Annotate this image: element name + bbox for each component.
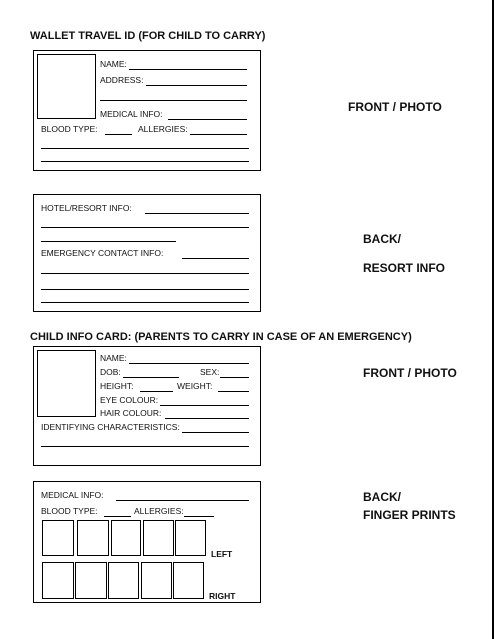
name-label: NAME: <box>100 353 127 363</box>
photo-box <box>37 350 96 417</box>
fingerprint-box-left-4[interactable] <box>143 520 174 556</box>
wallet-back-side-label-2: RESORT INFO <box>363 261 446 275</box>
allergies-label: ALLERGIES: <box>134 506 184 516</box>
child-back-side-label-1: BACK/ <box>363 490 401 504</box>
hair-colour-label: HAIR COLOUR: <box>100 408 162 418</box>
eye-colour-label: EYE COLOUR: <box>100 395 159 405</box>
dob-label: DOB: <box>100 367 121 377</box>
notes-line[interactable] <box>41 161 249 162</box>
child-back-side-label-2: FINGER PRINTS <box>363 508 456 522</box>
hotel-line-3[interactable] <box>41 241 176 242</box>
fingerprint-box-right-5[interactable] <box>173 562 204 599</box>
fingerprint-box-left-3[interactable] <box>111 520 141 556</box>
hotel-line-2[interactable] <box>41 227 249 228</box>
sex-line[interactable] <box>220 377 249 378</box>
height-line[interactable] <box>140 391 173 392</box>
weight-line[interactable] <box>218 391 249 392</box>
allergies-line[interactable] <box>190 134 247 135</box>
address-line[interactable] <box>146 85 247 86</box>
wallet-back-card <box>33 194 261 312</box>
medical-line[interactable] <box>116 500 249 501</box>
identifying-line-2[interactable] <box>41 446 249 447</box>
fingerprint-box-right-2[interactable] <box>75 562 107 599</box>
height-label: HEIGHT: <box>100 381 134 391</box>
hotel-label: HOTEL/RESORT INFO: <box>41 203 132 213</box>
wallet-front-side-label: FRONT / PHOTO <box>348 100 442 114</box>
allergies-label: ALLERGIES: <box>138 124 188 134</box>
name-line[interactable] <box>129 69 247 70</box>
fingerprint-box-left-1[interactable] <box>42 520 74 556</box>
child-heading: CHILD INFO CARD: (PARENTS TO CARRY IN CASE OF AN EMERGENCY) <box>30 331 412 343</box>
identifying-label: IDENTIFYING CHARACTERISTICS: <box>41 422 180 432</box>
wallet-front-card <box>33 50 261 171</box>
child-front-side-label: FRONT / PHOTO <box>363 366 457 380</box>
child-back-card <box>33 481 261 603</box>
blood-type-line[interactable] <box>104 516 131 517</box>
hair-colour-line[interactable] <box>165 418 249 419</box>
fingerprint-box-right-4[interactable] <box>141 562 172 599</box>
name-line[interactable] <box>129 363 249 364</box>
right-label: RIGHT <box>209 591 236 601</box>
medical-line[interactable] <box>168 119 247 120</box>
child-front-card <box>33 346 261 466</box>
name-label: NAME: <box>100 59 127 69</box>
weight-label: WEIGHT: <box>177 381 213 391</box>
identifying-line[interactable] <box>182 432 249 433</box>
blood-type-label: BLOOD TYPE: <box>41 124 98 134</box>
medical-label: MEDICAL INFO: <box>41 490 104 500</box>
eye-colour-line[interactable] <box>160 405 249 406</box>
blood-type-line[interactable] <box>105 134 132 135</box>
medical-label: MEDICAL INFO: <box>100 109 163 119</box>
hotel-line[interactable] <box>145 213 249 214</box>
address-label: ADDRESS: <box>100 75 144 85</box>
emergency-label: EMERGENCY CONTACT INFO: <box>41 248 164 258</box>
notes-line[interactable] <box>41 148 249 149</box>
wallet-back-side-label-1: BACK/ <box>363 232 401 246</box>
allergies-line[interactable] <box>184 516 214 517</box>
emergency-line[interactable] <box>182 258 249 259</box>
blood-type-label: BLOOD TYPE: <box>41 506 98 516</box>
wallet-heading: WALLET TRAVEL ID (FOR CHILD TO CARRY) <box>30 30 266 42</box>
emergency-line-4[interactable] <box>41 302 249 303</box>
fingerprint-box-right-3[interactable] <box>108 562 139 599</box>
dob-line[interactable] <box>123 377 179 378</box>
fingerprint-box-left-5[interactable] <box>175 520 206 556</box>
photo-box <box>37 54 96 119</box>
sex-label: SEX: <box>200 367 220 377</box>
emergency-line-3[interactable] <box>41 289 249 290</box>
left-label: LEFT <box>211 549 233 559</box>
address-line-2[interactable] <box>100 100 247 101</box>
emergency-line-2[interactable] <box>41 273 249 274</box>
fingerprint-box-right-1[interactable] <box>42 562 74 599</box>
fingerprint-box-left-2[interactable] <box>77 520 109 556</box>
